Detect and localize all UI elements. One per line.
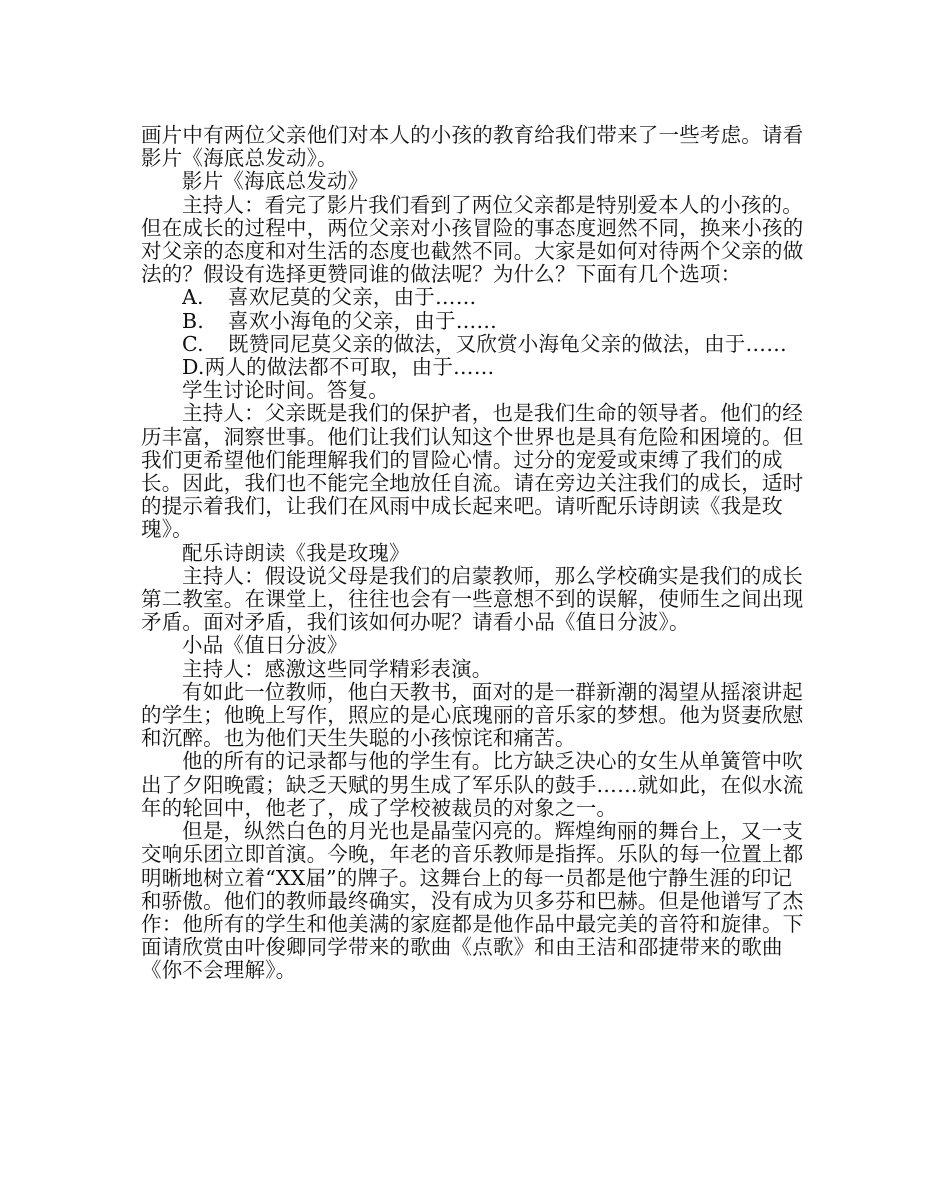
document-page [141, 124, 809, 983]
option-c-letter: C. [182, 331, 204, 356]
paragraph-film-title: 影片《海底总发动》 [182, 169, 369, 194]
paragraph-discussion: 学生讨论时间。答复。 [182, 378, 389, 403]
paragraph-host-question: 主持人：看完了影片我们看到了两位父亲都是特别爱本人的小孩的。但在成长的过程中，两位父亲对小孩冒险的事态度迥然不同，换来小孩的对父亲的态度和对生活的态度也截然不同。大家是如何对待两个父亲的做法的？假设有选择更赞同谁的做法呢？为什么？下面有几个选项： [141, 192, 804, 287]
paragraph-poem-title: 配乐诗朗读《我是玫瑰》 [182, 540, 410, 565]
option-a [141, 286, 809, 309]
option-c-text: 既赞同尼莫父亲的做法，又欣赏小海龟父亲的做法，由于…… [228, 331, 787, 356]
paragraph-intro: 画片中有两位父亲他们对本人的小孩的教育给我们带来了一些考虑。请看影片《海底总发动》。 [141, 123, 804, 171]
paragraph-teacher-students: 他的所有的记录都与他的学生有。比方缺乏决心的女生从单簧管中吹出了夕阳晚霞；缺乏天赋的男生成了军乐队的鼓手……就如此，在似水流年的轮回中，他老了，成了学校被裁员的对象之一。 [141, 749, 804, 820]
option-b-text: 喜欢小海龟的父亲，由于…… [228, 308, 498, 333]
paragraph-concert: 但是，纵然白色的月光也是晶莹闪亮的。辉煌绚丽的舞台上，又一支交响乐团立即首演。今晚，年老的音乐教师是指挥。乐队的每一位置上都明晰地树立着“XX届”的牌子。这舞台上的每一员都是他宁静生涯的印记和骄傲。他们的教师最终确实，没有成为贝多芬和巴赫。但是他谱写了杰作：他所有的学生和他美满的家庭都是他作品中最完美的音符和旋律。下面请欣赏由叶俊卿同学带来的歌曲《点歌》和由王洁和邵捷带来的歌曲《你不会理解》。 [141, 819, 804, 983]
option-a-letter: A. [182, 285, 204, 310]
paragraph-host-thanks: 主持人：感激这些同学精彩表演。 [182, 656, 493, 681]
option-b-letter: B. [182, 308, 204, 333]
paragraph-skit-title: 小品《值日分波》 [182, 633, 348, 658]
option-d: D.两人的做法都不可取，由于…… [182, 355, 495, 380]
paragraph-host-father: 主持人：父亲既是我们的保护者，也是我们生命的领导者。他们的经历丰富，洞察世事。他们让我们认知这个世界也是具有危险和困境的。但我们更希望他们能理解我们的冒险心情。过分的宠爱或束缚了我们的成长。因此，我们也不能完全地放任自流。请在旁边关注我们的成长，适时的提示着我们，让我们在风雨中成长起来吧。请听配乐诗朗读《我是玫瑰》。 [141, 401, 804, 542]
option-b [141, 310, 809, 333]
paragraph-teacher-story: 有如此一位教师，他白天教书，面对的是一群新潮的渴望从摇滚讲起的学生；他晚上写作，照应的是心底瑰丽的音乐家的梦想。他为贤妻欣慰和沉醉。也为他们天生失聪的小孩惊诧和痛苦。 [141, 679, 804, 751]
paragraph-host-school: 主持人：假设说父母是我们的启蒙教师，那么学校确实是我们的成长第二教室。在课堂上，往往也会有一些意想不到的误解，使师生之间出现矛盾。面对矛盾，我们该如何办呢？请看小品《值日分波》。 [141, 563, 804, 635]
option-a-text: 喜欢尼莫的父亲，由于…… [228, 285, 477, 310]
option-c [141, 333, 809, 356]
